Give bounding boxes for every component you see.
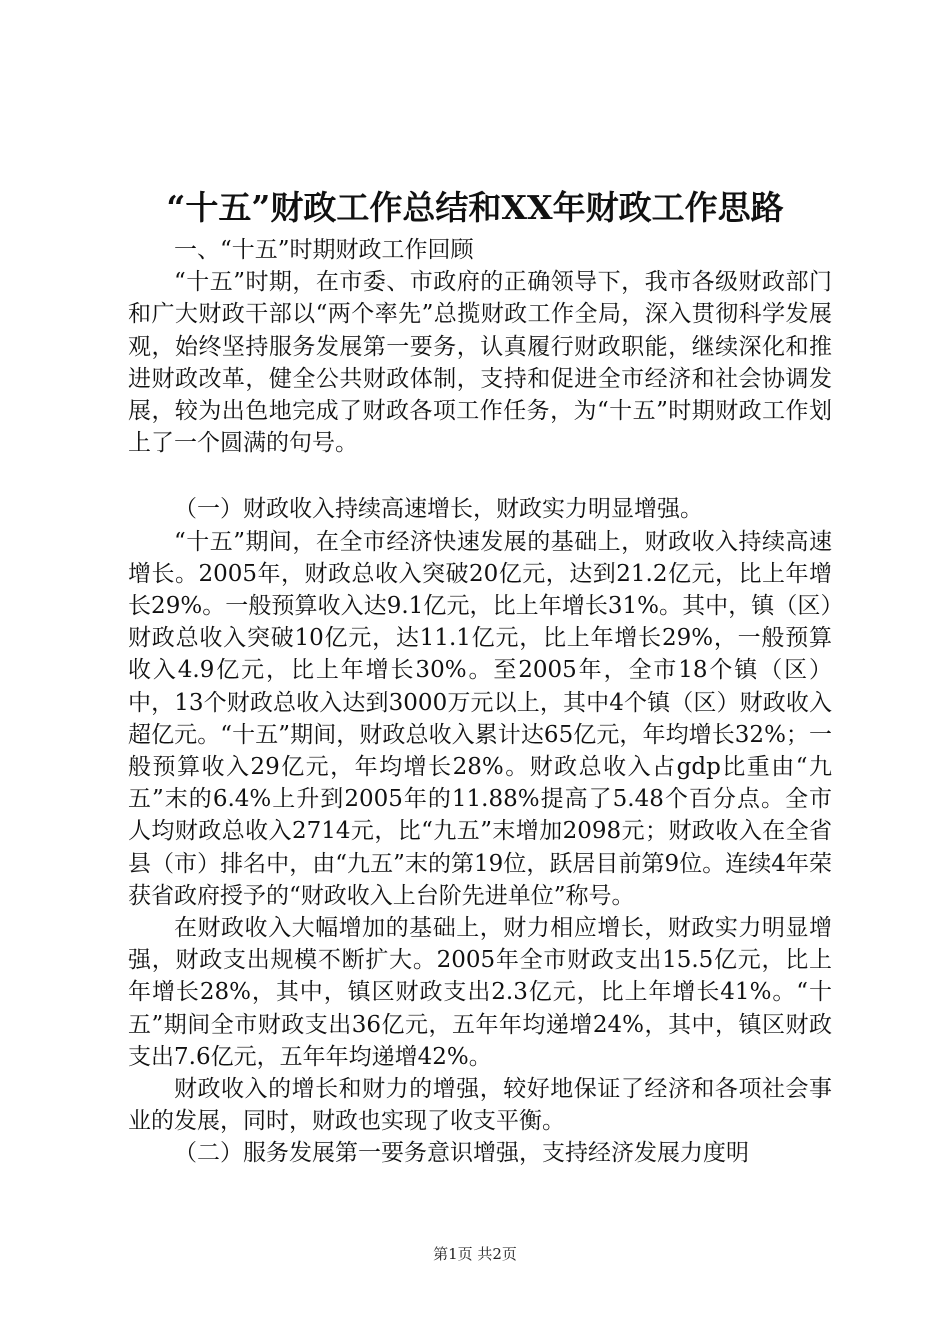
section-heading-1: 一、“十五”时期财政工作回顾	[174, 237, 474, 263]
paragraph-spacer	[128, 459, 832, 493]
document-body	[128, 234, 832, 1170]
document-title: “十五”财政工作总结和XX年财政工作思路	[166, 188, 784, 227]
paragraph-3: 在财政收入大幅增加的基础上，财力相应增长，财政实力明显增强，财政支出规模不断扩大。2005年全市财政支出15.5亿元，比上年增长28%，其中，镇区财政支出2.3亿元，比上年增长41%。“十五”期间全市财政支出36亿元，五年年均递增24%，其中，镇区财政支出7.6亿元，五年年均递增42%。	[128, 915, 832, 1070]
subsection-heading-2: （二）服务发展第一要务意识增强，支持经济发展力度明	[174, 1140, 749, 1167]
page-footer: 第1页 共2页	[433, 1245, 517, 1263]
paragraph-4: 财政收入的增长和财力的增强，较好地保证了经济和各项社会事业的发展，同时，财政也实现了收支平衡。	[128, 1076, 832, 1135]
subsection-heading-1: （一）财政收入持续高速增长，财政实力明显增强。	[174, 496, 703, 523]
paragraph-1: “十五”时期，在市委、市政府的正确领导下，我市各级财政部门和广大财政干部以“两个率先”总揽财政工作全局，深入贯彻科学发展观，始终坚持服务发展第一要务，认真履行财政职能，继续深化和推进财政改革，健全公共财政体制，支持和促进全市经济和社会协调发展，较为出色地完成了财政各项工作任务，为“十五”时期财政工作划上了一个圆满的句号。	[128, 269, 832, 457]
paragraph-2: “十五”期间，在全市经济快速发展的基础上，财政收入持续高速增长。2005年，财政总收入突破20亿元，达到21.2亿元，比上年增长29%。一般预算收入达9.1亿元，比上年增长31%。其中，镇（区）财政总收入突破10亿元，达11.1亿元，比上年增长29%，一般预算收入4.9亿元，比上年增长30%。至2005年，全市18个镇（区）中，13个财政总收入达到3000万元以上，其中4个镇（区）财政收入超亿元。“十五”期间，财政总收入累计达65亿元，年均增长32%；一般预算收入29亿元，年均增长28%。财政总收入占gdp比重由“九五”末的6.4%上升到2005年的11.88%提高了5.48个百分点。全市人均财政总收入2714元，比“九五”末增加2098元；财政收入在全省县（市）排名中，由“九五”末的第19位，跃居目前第9位。连续4年荣获省政府授予的“财政收入上台阶先进单位”称号。	[128, 528, 832, 909]
